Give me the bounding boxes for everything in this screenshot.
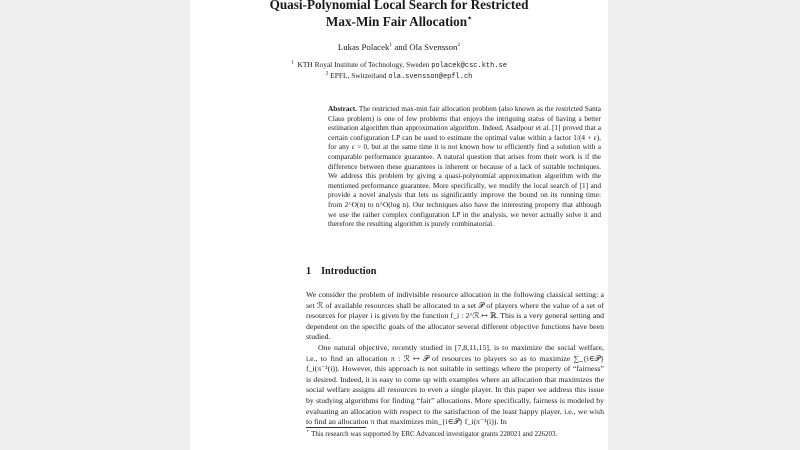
- footnote-rule: [306, 427, 366, 428]
- title-footnote-mark: ⋆: [467, 13, 473, 23]
- body-text: [306, 290, 604, 428]
- abstract-text: The restricted max-min fair allocation problem (also known as the restricted Santa Claus problem) is one of few problems that enjoys the intriguing status of having a better estimation algorithm than approximation algorithm. Indeed, Asadpour et al. [1] proved that a certain configuration LP can be used to estimate the optimal value within a factor 1/(4 + ε), for any ε > 0, but at the same time it is not known how to efficiently find a solution with a comparable performance guarantee. A natural question that arises from their work is if the difference between these guarantees is inherent or because of a lack of suitable techniques. We address this problem by giving a quasi-polynomial approximation algorithm with the mentioned performance guarantee. More specifically, we modify the local search of [1] and provide a novel analysis that lets us significantly improve the bound on its running time: from 2^O(n) to n^O(log n). Our techniques also have the interesting property that although we use the rather complex configuration LP in the analysis, we never actually solve it and therefore the resulting algorithm is purely combinatorial.: [328, 104, 601, 229]
- author-name: Ola Svensson: [409, 42, 458, 52]
- paragraph: We consider the problem of indivisible resource allocation in the following classical setting: a set ℛ of available resources shall be allocated to a set 𝒫 of players where the value of a set of resources for player i is given by the function f_i : 2^ℛ ↦ ℝ. This is a very general setting and dependent on the specific goals of the allocator several different objective functions have been studied.: [306, 290, 604, 342]
- abstract-label: Abstract.: [328, 104, 357, 113]
- footnote-mark: ⋆: [306, 428, 310, 435]
- section-heading: [306, 266, 376, 277]
- title-line-2: Max-Min Fair Allocation⋆: [325, 13, 473, 29]
- affiliation-2: $^2$ EPFL, Switzerland ola.svensson@epfl.ch: [325, 70, 473, 81]
- footnote: ⋆ This research was supported by ERC Advanced investigator grants 228021 and 226203.: [306, 428, 558, 438]
- paper-page: [190, 0, 608, 450]
- paragraph: One natural objective, recently studied in [7,8,11,15], is to maximize the social welfare, i.e., to find an allocation π : ℛ ↦ 𝒫 of resources to players so as to maximize ∑_{i∈𝒫} f_i(π⁻¹(i)). However, this approach is not suitable in settings where the property of “fairness” is desired. Indeed, it is easy to come up with examples where an allocation that maximizes the social welfare assigns all resources to even a single player. In this paper we address this issue by studying algorithms for finding “fair” allocations. More specifically, fairness is modeled by evaluating an allocation with respect to the satisfaction of the least happy player, i.e., we wish to find an allocation π that maximizes min_{i∈𝒫} f_i(π⁻¹(i)). In: [306, 342, 604, 427]
- author-list: Lukas Polacek$^1$ and Ola Svensson$^2$: [337, 42, 461, 52]
- abstract: [328, 104, 601, 229]
- section-title: Introduction: [321, 266, 377, 277]
- affiliations: [190, 60, 608, 82]
- paper-title: [190, 0, 608, 30]
- affiliation-1: $^1$ KTH Royal Institute of Technology, Sweden polacek@csc.kth.se: [291, 59, 507, 70]
- author-name: Lukas Polacek: [337, 42, 390, 52]
- title-line-1: Quasi-Polynomial Local Search for Restricted: [269, 0, 529, 12]
- email: polacek@csc.kth.se: [431, 62, 507, 70]
- email: ola.svensson@epfl.ch: [388, 73, 473, 81]
- section-number: 1: [306, 266, 312, 277]
